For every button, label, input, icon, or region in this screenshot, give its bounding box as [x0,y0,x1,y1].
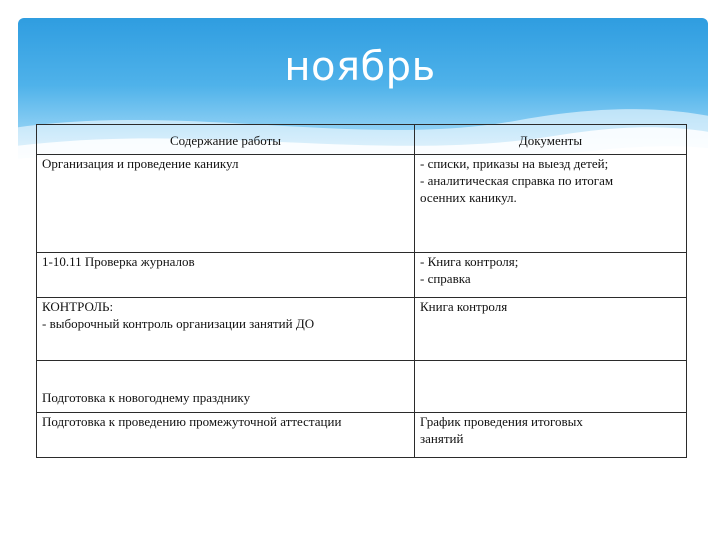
documents-text: занятий [420,431,464,446]
table-row [37,155,687,253]
documents-text: - справка [420,271,471,286]
work-text: Организация и проведение каникул [42,156,239,171]
documents-cell [415,413,687,458]
work-cell [37,253,415,298]
documents-text: График проведения итоговых [420,414,583,429]
documents-text: Книга контроля [420,299,508,314]
work-text: Подготовка к проведению промежуточной аттестации [42,414,342,429]
work-cell [37,155,415,253]
documents-text: осенних каникул. [420,190,517,205]
table-row [37,298,687,361]
work-text: 1-10.11 Проверка журналов [42,254,195,269]
work-cell [37,413,415,458]
table-row [37,253,687,298]
table-row [37,361,687,413]
work-cell [37,298,415,361]
header-work-content: Содержание работы [37,125,415,155]
documents-cell [415,298,687,361]
work-cell [37,361,415,413]
work-text: - выборочный контроль организации занятий ДО [42,316,315,331]
work-plan-table [36,124,687,458]
table-row [37,413,687,458]
header-documents: Документы [415,125,687,155]
documents-cell [415,253,687,298]
work-text: КОНТРОЛЬ: [42,299,114,314]
slide-title: ноябрь [284,44,436,90]
documents-text: - аналитическая справка по итогам [420,173,614,188]
documents-text: - списки, приказы на выезд детей; [420,156,609,171]
documents-text: - Книга контроля; [420,254,519,269]
table-header-row [37,125,687,155]
work-text: Подготовка к новогоднему празднику [42,390,251,405]
documents-cell [415,361,687,413]
documents-cell [415,155,687,253]
